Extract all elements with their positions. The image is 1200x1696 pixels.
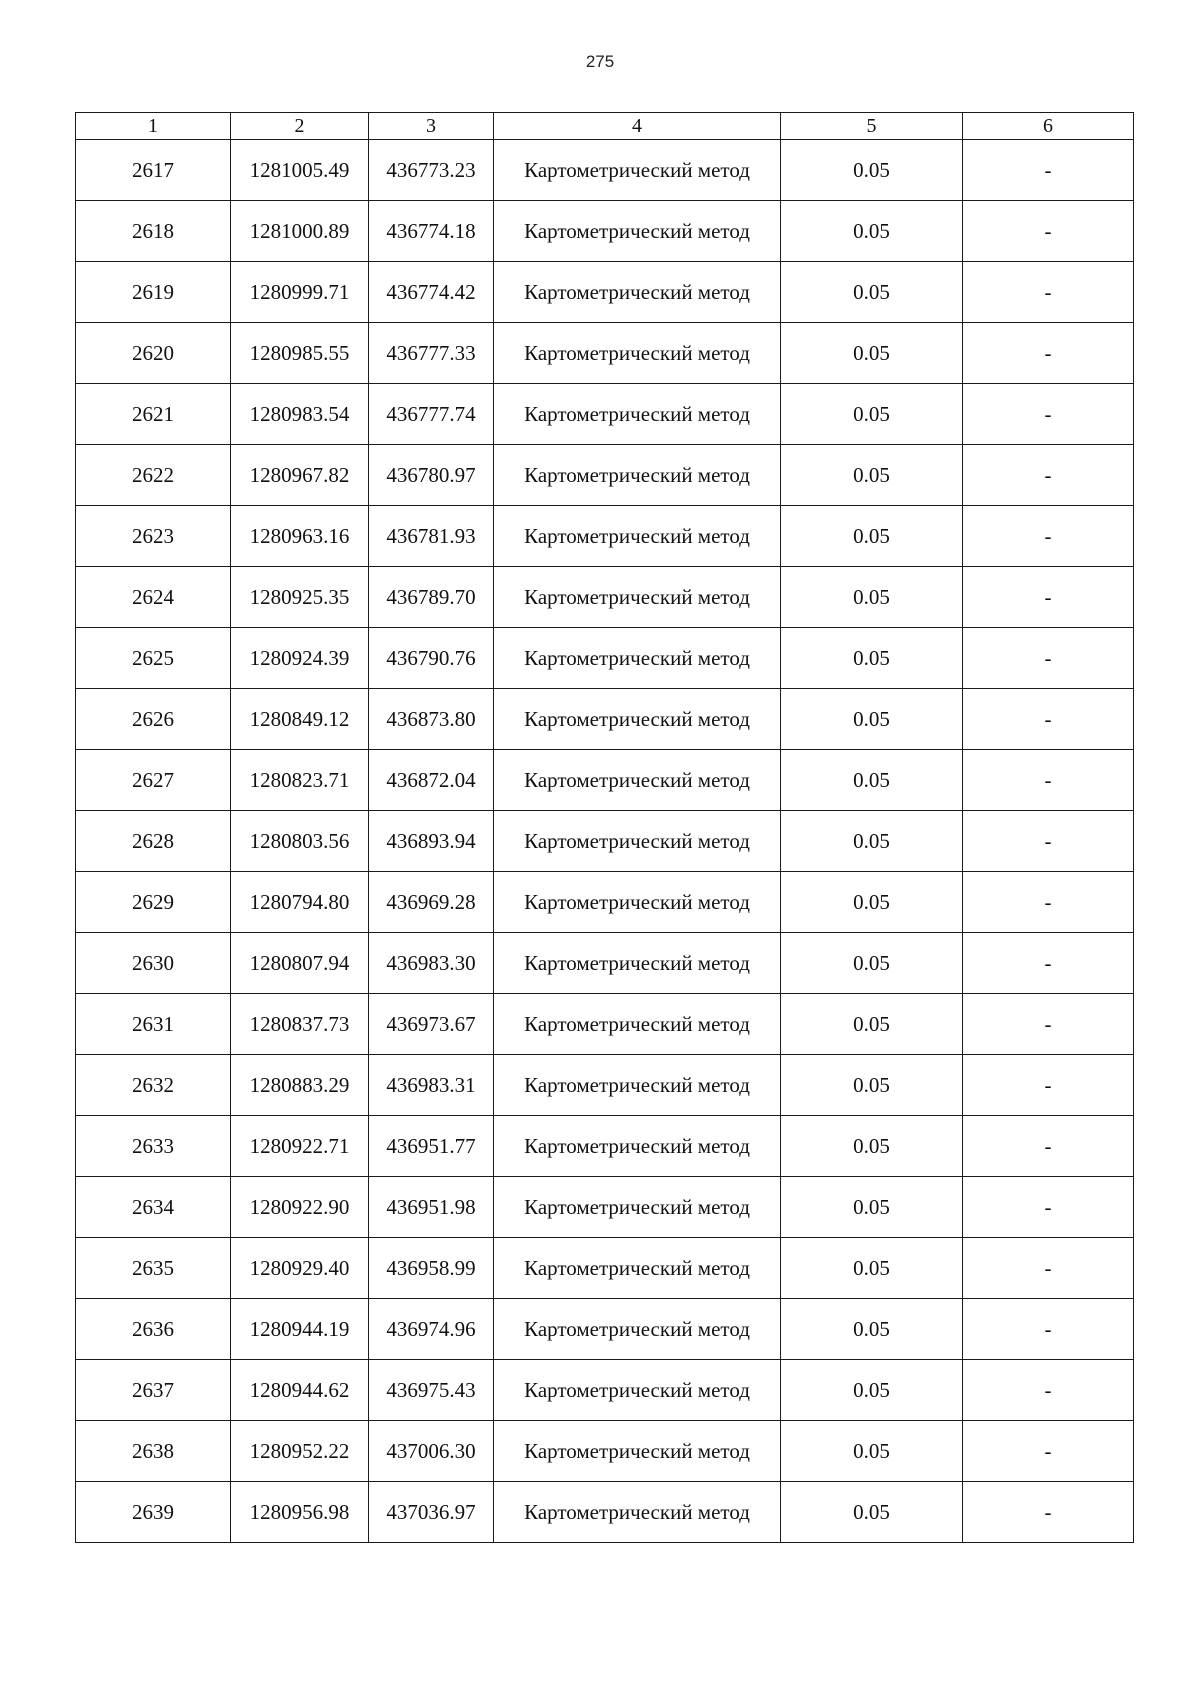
method-cell: Картометрический метод: [494, 384, 781, 445]
point-number-cell: 2630: [76, 933, 231, 994]
point-number-cell: 2636: [76, 1299, 231, 1360]
note-cell: -: [963, 384, 1134, 445]
table-body: [76, 140, 1134, 1543]
table-row: [76, 872, 1134, 933]
x-coordinate-cell: 1280922.71: [231, 1116, 369, 1177]
y-coordinate-cell: 436958.99: [369, 1238, 494, 1299]
accuracy-cell: 0.05: [781, 1360, 963, 1421]
accuracy-cell: 0.05: [781, 628, 963, 689]
method-cell: Картометрический метод: [494, 262, 781, 323]
table-row: [76, 1360, 1134, 1421]
point-number-cell: 2620: [76, 323, 231, 384]
x-coordinate-cell: 1280823.71: [231, 750, 369, 811]
point-number-cell: 2637: [76, 1360, 231, 1421]
accuracy-cell: 0.05: [781, 140, 963, 201]
table-row: [76, 1482, 1134, 1543]
x-coordinate-cell: 1280944.19: [231, 1299, 369, 1360]
method-cell: Картометрический метод: [494, 1360, 781, 1421]
x-coordinate-cell: 1281005.49: [231, 140, 369, 201]
note-cell: -: [963, 994, 1134, 1055]
column-header-6: 6: [963, 113, 1134, 140]
y-coordinate-cell: 436777.33: [369, 323, 494, 384]
point-number-cell: 2627: [76, 750, 231, 811]
y-coordinate-cell: 436774.42: [369, 262, 494, 323]
method-cell: Картометрический метод: [494, 872, 781, 933]
method-cell: Картометрический метод: [494, 445, 781, 506]
accuracy-cell: 0.05: [781, 1238, 963, 1299]
table-row: [76, 506, 1134, 567]
y-coordinate-cell: 436951.77: [369, 1116, 494, 1177]
point-number-cell: 2639: [76, 1482, 231, 1543]
x-coordinate-cell: 1280956.98: [231, 1482, 369, 1543]
accuracy-cell: 0.05: [781, 811, 963, 872]
y-coordinate-cell: 437036.97: [369, 1482, 494, 1543]
y-coordinate-cell: 436973.67: [369, 994, 494, 1055]
accuracy-cell: 0.05: [781, 384, 963, 445]
accuracy-cell: 0.05: [781, 506, 963, 567]
point-number-cell: 2633: [76, 1116, 231, 1177]
method-cell: Картометрический метод: [494, 628, 781, 689]
note-cell: -: [963, 1238, 1134, 1299]
note-cell: -: [963, 1116, 1134, 1177]
accuracy-cell: 0.05: [781, 872, 963, 933]
column-header-3: 3: [369, 113, 494, 140]
point-number-cell: 2621: [76, 384, 231, 445]
method-cell: Картометрический метод: [494, 1238, 781, 1299]
table-header: [76, 113, 1134, 140]
method-cell: Картометрический метод: [494, 201, 781, 262]
accuracy-cell: 0.05: [781, 933, 963, 994]
table-row: [76, 323, 1134, 384]
y-coordinate-cell: 436975.43: [369, 1360, 494, 1421]
x-coordinate-cell: 1280837.73: [231, 994, 369, 1055]
accuracy-cell: 0.05: [781, 994, 963, 1055]
y-coordinate-cell: 436781.93: [369, 506, 494, 567]
method-cell: Картометрический метод: [494, 933, 781, 994]
point-number-cell: 2617: [76, 140, 231, 201]
x-coordinate-cell: 1280952.22: [231, 1421, 369, 1482]
method-cell: Картометрический метод: [494, 994, 781, 1055]
table-row: [76, 811, 1134, 872]
method-cell: Картометрический метод: [494, 1299, 781, 1360]
point-number-cell: 2632: [76, 1055, 231, 1116]
table-row: [76, 689, 1134, 750]
point-number-cell: 2628: [76, 811, 231, 872]
y-coordinate-cell: 436983.30: [369, 933, 494, 994]
note-cell: -: [963, 1360, 1134, 1421]
table-row: [76, 994, 1134, 1055]
column-header-5: 5: [781, 113, 963, 140]
point-number-cell: 2619: [76, 262, 231, 323]
method-cell: Картометрический метод: [494, 1055, 781, 1116]
note-cell: -: [963, 811, 1134, 872]
x-coordinate-cell: 1280924.39: [231, 628, 369, 689]
table-row: [76, 933, 1134, 994]
x-coordinate-cell: 1280929.40: [231, 1238, 369, 1299]
coordinates-table: [75, 112, 1134, 1543]
point-number-cell: 2618: [76, 201, 231, 262]
method-cell: Картометрический метод: [494, 1116, 781, 1177]
method-cell: Картометрический метод: [494, 811, 781, 872]
note-cell: -: [963, 689, 1134, 750]
y-coordinate-cell: 436872.04: [369, 750, 494, 811]
table-row: [76, 750, 1134, 811]
note-cell: -: [963, 1055, 1134, 1116]
x-coordinate-cell: 1280925.35: [231, 567, 369, 628]
method-cell: Картометрический метод: [494, 689, 781, 750]
point-number-cell: 2638: [76, 1421, 231, 1482]
point-number-cell: 2622: [76, 445, 231, 506]
table-row: [76, 384, 1134, 445]
table-row: [76, 1055, 1134, 1116]
y-coordinate-cell: 436983.31: [369, 1055, 494, 1116]
x-coordinate-cell: 1280794.80: [231, 872, 369, 933]
note-cell: -: [963, 1299, 1134, 1360]
column-header-2: 2: [231, 113, 369, 140]
point-number-cell: 2631: [76, 994, 231, 1055]
accuracy-cell: 0.05: [781, 323, 963, 384]
table-row: [76, 445, 1134, 506]
accuracy-cell: 0.05: [781, 1421, 963, 1482]
x-coordinate-cell: 1281000.89: [231, 201, 369, 262]
accuracy-cell: 0.05: [781, 689, 963, 750]
y-coordinate-cell: 436974.96: [369, 1299, 494, 1360]
x-coordinate-cell: 1280967.82: [231, 445, 369, 506]
method-cell: Картометрический метод: [494, 1482, 781, 1543]
note-cell: -: [963, 445, 1134, 506]
note-cell: -: [963, 1177, 1134, 1238]
table-row: [76, 567, 1134, 628]
y-coordinate-cell: 436780.97: [369, 445, 494, 506]
method-cell: Картометрический метод: [494, 506, 781, 567]
y-coordinate-cell: 436893.94: [369, 811, 494, 872]
table-row: [76, 201, 1134, 262]
accuracy-cell: 0.05: [781, 445, 963, 506]
accuracy-cell: 0.05: [781, 1482, 963, 1543]
accuracy-cell: 0.05: [781, 201, 963, 262]
y-coordinate-cell: 436790.76: [369, 628, 494, 689]
note-cell: -: [963, 201, 1134, 262]
x-coordinate-cell: 1280883.29: [231, 1055, 369, 1116]
table-row: [76, 140, 1134, 201]
y-coordinate-cell: 436969.28: [369, 872, 494, 933]
table-row: [76, 1299, 1134, 1360]
note-cell: -: [963, 872, 1134, 933]
method-cell: Картометрический метод: [494, 1177, 781, 1238]
method-cell: Картометрический метод: [494, 567, 781, 628]
column-header-4: 4: [494, 113, 781, 140]
accuracy-cell: 0.05: [781, 567, 963, 628]
x-coordinate-cell: 1280963.16: [231, 506, 369, 567]
method-cell: Картометрический метод: [494, 1421, 781, 1482]
accuracy-cell: 0.05: [781, 262, 963, 323]
accuracy-cell: 0.05: [781, 1299, 963, 1360]
accuracy-cell: 0.05: [781, 1116, 963, 1177]
y-coordinate-cell: 437006.30: [369, 1421, 494, 1482]
table-row: [76, 628, 1134, 689]
point-number-cell: 2635: [76, 1238, 231, 1299]
note-cell: -: [963, 567, 1134, 628]
point-number-cell: 2626: [76, 689, 231, 750]
table-row: [76, 1421, 1134, 1482]
note-cell: -: [963, 750, 1134, 811]
point-number-cell: 2623: [76, 506, 231, 567]
note-cell: -: [963, 1482, 1134, 1543]
table-row: [76, 1177, 1134, 1238]
point-number-cell: 2624: [76, 567, 231, 628]
accuracy-cell: 0.05: [781, 1177, 963, 1238]
y-coordinate-cell: 436774.18: [369, 201, 494, 262]
note-cell: -: [963, 506, 1134, 567]
note-cell: -: [963, 323, 1134, 384]
x-coordinate-cell: 1280807.94: [231, 933, 369, 994]
y-coordinate-cell: 436873.80: [369, 689, 494, 750]
page-number: 275: [585, 52, 615, 71]
x-coordinate-cell: 1280922.90: [231, 1177, 369, 1238]
x-coordinate-cell: 1280944.62: [231, 1360, 369, 1421]
y-coordinate-cell: 436951.98: [369, 1177, 494, 1238]
table-row: [76, 1238, 1134, 1299]
column-header-1: 1: [76, 113, 231, 140]
accuracy-cell: 0.05: [781, 750, 963, 811]
point-number-cell: 2634: [76, 1177, 231, 1238]
note-cell: -: [963, 1421, 1134, 1482]
point-number-cell: 2625: [76, 628, 231, 689]
table-row: [76, 1116, 1134, 1177]
accuracy-cell: 0.05: [781, 1055, 963, 1116]
x-coordinate-cell: 1280849.12: [231, 689, 369, 750]
y-coordinate-cell: 436789.70: [369, 567, 494, 628]
method-cell: Картометрический метод: [494, 140, 781, 201]
y-coordinate-cell: 436773.23: [369, 140, 494, 201]
table-row: [76, 262, 1134, 323]
x-coordinate-cell: 1280999.71: [231, 262, 369, 323]
point-number-cell: 2629: [76, 872, 231, 933]
note-cell: -: [963, 140, 1134, 201]
x-coordinate-cell: 1280803.56: [231, 811, 369, 872]
note-cell: -: [963, 933, 1134, 994]
method-cell: Картометрический метод: [494, 323, 781, 384]
x-coordinate-cell: 1280983.54: [231, 384, 369, 445]
header-row: [76, 113, 1134, 140]
note-cell: -: [963, 628, 1134, 689]
method-cell: Картометрический метод: [494, 750, 781, 811]
x-coordinate-cell: 1280985.55: [231, 323, 369, 384]
note-cell: -: [963, 262, 1134, 323]
y-coordinate-cell: 436777.74: [369, 384, 494, 445]
